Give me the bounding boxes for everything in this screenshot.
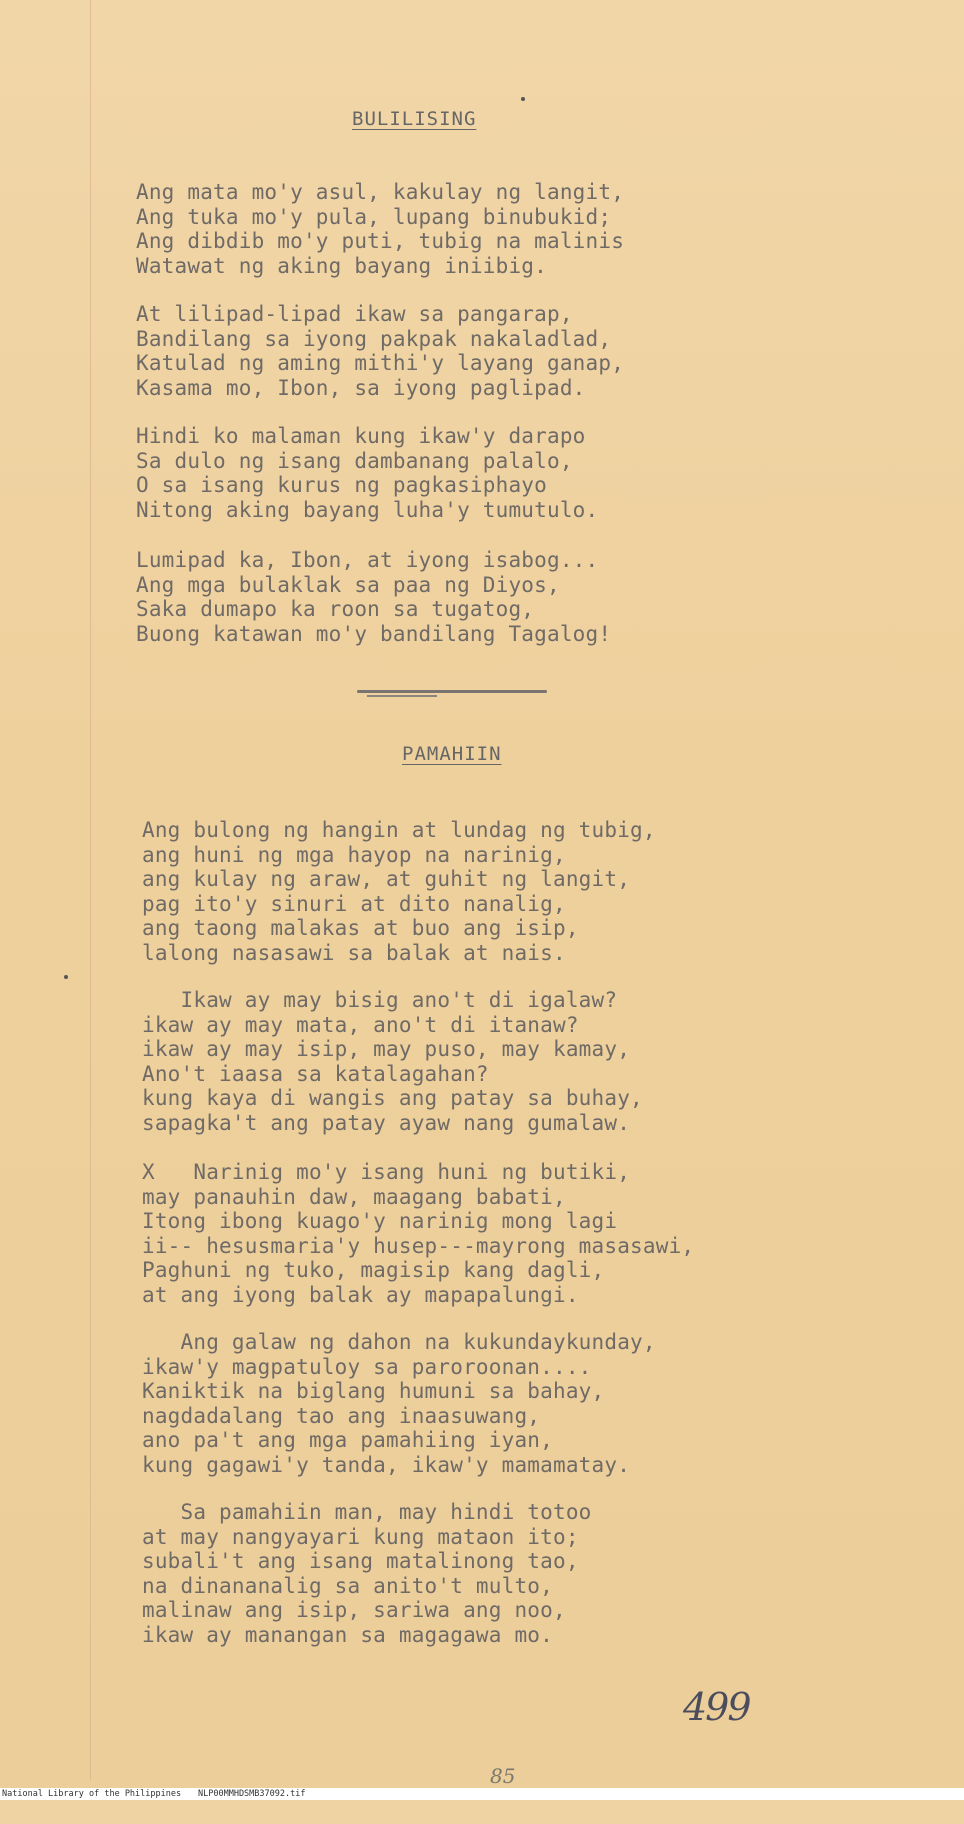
poem1-stanza-3 [136,424,598,522]
verse-line: kung gagawi'y tanda, ikaw'y mamamatay. [142,1452,631,1477]
section-divider [357,690,547,693]
verse-line: Lumipad ka, Ibon, at iyong isabog... [136,548,599,572]
verse-line: ii-- hesusmaria'y husep---mayrong masasawi, [142,1233,695,1258]
verse-line: X Narinig mo'y isang huni ng butiki, [142,1160,631,1184]
verse-line: At lilipad-lipad ikaw sa pangarap, [136,302,573,326]
verse-line: ikaw ay may isip, may puso, may kamay, [142,1037,631,1061]
verse-line: ang huni ng mga hayop na narinig, [142,842,566,867]
verse-line: Itong ibong kuago'y narinig mong lagi [142,1209,618,1233]
verse-line: lalong nasasawi sa balak at nais. [142,940,566,965]
verse-line: sapagka't ang patay ayaw nang gumalaw. [142,1110,631,1135]
verse-line: Katulad ng aming mithi'y layang ganap, [136,351,625,375]
poem2-stanza-4 [142,1330,656,1477]
poem2-stanza-5 [142,1500,592,1647]
poem2-stanza-3 [142,1160,694,1307]
page-number: 85 [490,1764,516,1788]
verse-line: pag ito'y sinuri at dito nanalig, [142,891,566,916]
verse-line: O sa isang kurus ng pagkasiphayo [136,473,547,497]
verse-line: Ang galaw ng dahon na kukundaykunday, [142,1330,656,1354]
verse-line: kung kaya di wangis ang patay sa buhay, [142,1086,643,1110]
verse-line: may panauhin daw, maagang babati, [142,1184,566,1209]
archive-footer [0,1788,964,1800]
margin-rule [90,0,91,1780]
verse-line: Ang mga bulaklak sa paa ng Diyos, [136,572,560,597]
footer-institution: National Library of the Philippines [2,1789,182,1799]
verse-line: nagdadalang tao ang inaasuwang, [142,1403,541,1428]
verse-line: ikaw ay manangan sa magagawa mo. [142,1622,553,1647]
verse-line: ikaw ay may mata, ano't di itanaw? [142,1012,579,1037]
poem1-stanza-4 [136,548,611,646]
verse-line: ikaw'y magpatuloy sa paroroonan.... [142,1354,592,1379]
verse-line: Buong katawan mo'y bandilang Tagalog! [136,621,612,646]
verse-line: Sa dulo ng isang dambanang palalo, [136,448,573,473]
poem1-stanza-2 [136,302,624,400]
ink-speck [521,97,525,101]
poem-title-bulilising: BULILISING [352,108,477,130]
verse-line: Nitong aking bayang luha'y tumutulo. [136,497,599,522]
verse-line: Sa pamahiin man, may hindi totoo [142,1500,592,1524]
verse-line: Kasama mo, Ibon, sa iyong paglipad. [136,375,586,400]
poem2-stanza-1 [142,818,656,965]
verse-line: Paghuni ng tuko, magisip kang dagli, [142,1258,605,1282]
verse-line: Ang mata mo'y asul, kakulay ng langit, [136,180,625,204]
verse-line: Bandilang sa iyong pakpak nakaladlad, [136,326,612,351]
poem-title-pamahiin: PAMAHIIN [402,743,502,765]
verse-line: malinaw ang isip, sariwa ang noo, [142,1598,566,1622]
verse-line: at may nangyayari kung mataon ito; [142,1524,579,1549]
poem2-stanza-2 [142,988,643,1135]
verse-line: Ang bulong ng hangin at lundag ng tubig, [142,818,656,842]
verse-line: Ang tuka mo'y pula, lupang binubukid; [136,204,612,229]
footer-filename: NLP00MMHDSMB37092.tif [198,1789,306,1799]
verse-line: ang kulay ng araw, at guhit ng langit, [142,867,631,891]
handwritten-folio-number: 499 [683,1685,750,1729]
verse-line: Kaniktik na biglang humuni sa bahay, [142,1379,605,1403]
ink-speck [64,975,68,979]
verse-line: ang taong malakas at buo ang isip, [142,916,579,940]
verse-line: Watawat ng aking bayang iniibig. [136,253,547,278]
poem1-stanza-1 [136,180,624,278]
verse-line: Hindi ko malaman kung ikaw'y darapo [136,424,586,448]
verse-line: Ang dibdib mo'y puti, tubig na malinis [136,229,625,253]
verse-line: Ano't iaasa sa katalagahan? [142,1061,489,1086]
verse-line: na dinananalig sa anito't multo, [142,1573,553,1598]
verse-line: subali't ang isang matalinong tao, [142,1549,579,1573]
verse-line: at ang iyong balak ay mapapalungi. [142,1282,579,1307]
verse-line: Saka dumapo ka roon sa tugatog, [136,597,535,621]
verse-line: ano pa't ang mga pamahiing iyan, [142,1428,553,1452]
verse-line: Ikaw ay may bisig ano't di igalaw? [142,988,618,1012]
